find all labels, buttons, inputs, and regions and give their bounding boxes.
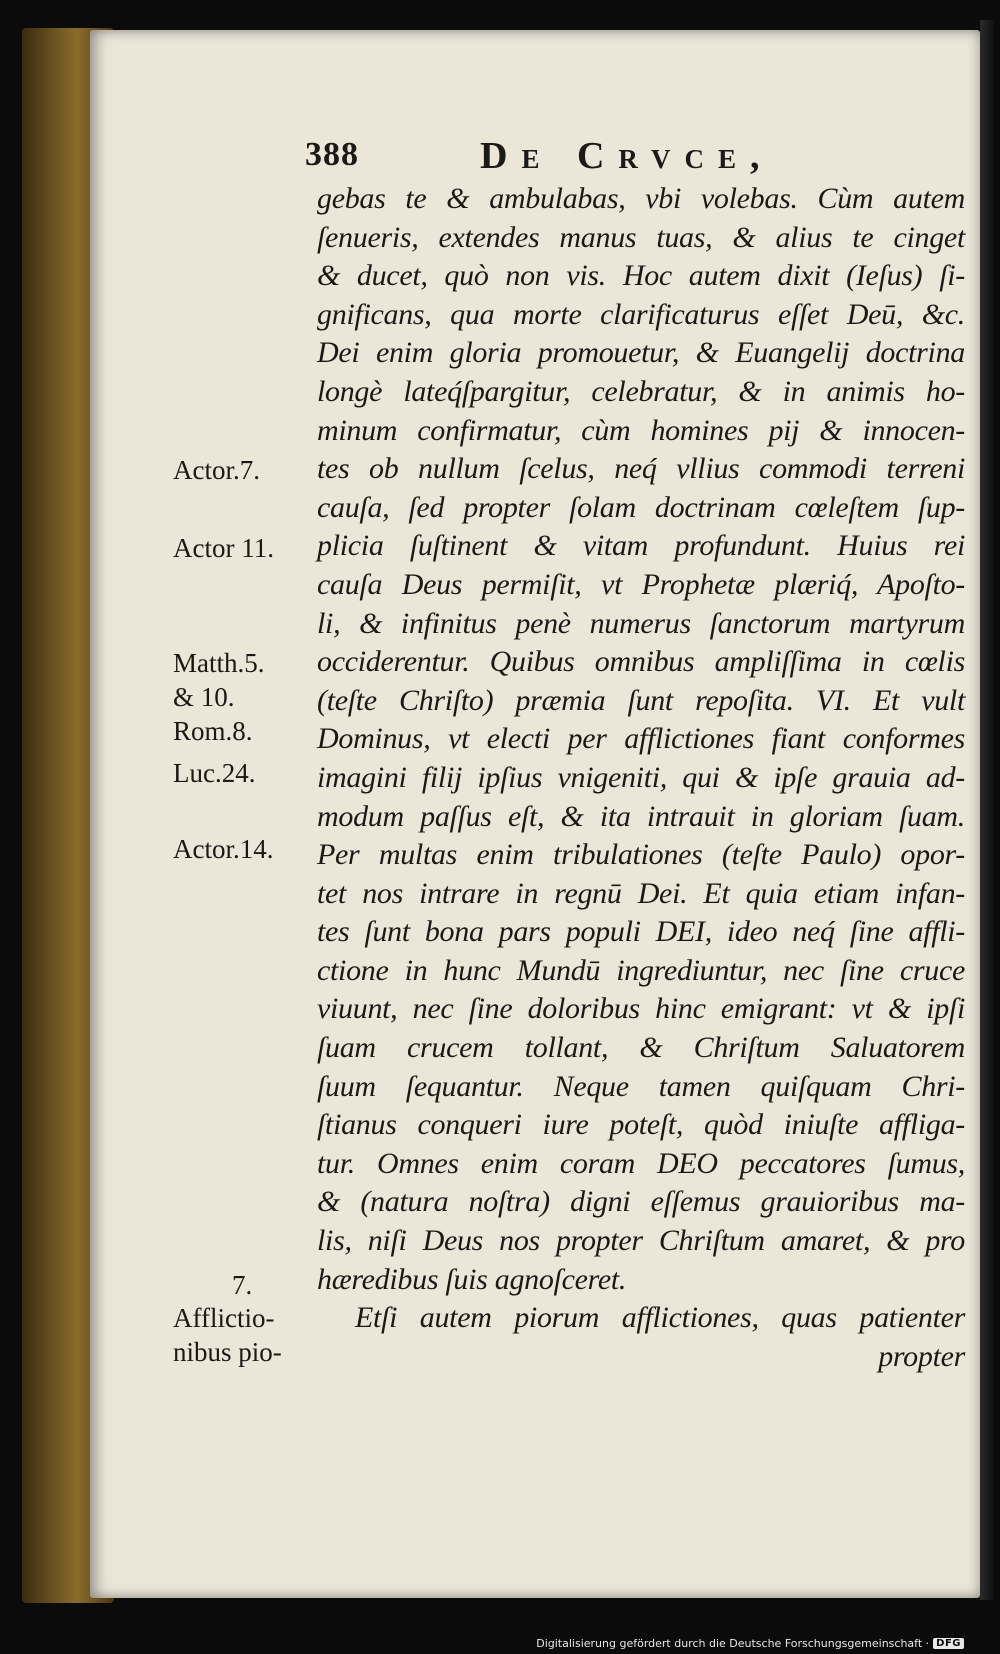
margin-note: 7.	[232, 1270, 253, 1300]
text-line: tes ob nullum ſcelus, neq́ vllius commodi terreni	[317, 452, 965, 486]
dfg-logo: DFG	[933, 1638, 964, 1649]
text-line: cauſa Deus permiſit, vt Prophetæ plæriq́, Apoſto-	[317, 567, 965, 601]
margin-note: Actor.14.	[173, 834, 274, 864]
text-line: ſenueris, extendes manus tuas, & alius te cinget	[317, 220, 965, 254]
margin-note: Actor 11.	[173, 533, 274, 563]
text-line: (teſte Chriſto) præmia ſunt repoſita. VI. Et vult	[317, 683, 965, 717]
text-line: cauſa, ſed propter ſolam doctrinam cœleſtem ſup-	[317, 490, 965, 524]
margin-note: Actor.7.	[173, 455, 260, 485]
catchword: propter	[878, 1339, 965, 1373]
margin-note: Afflictio-	[173, 1303, 275, 1333]
text-line: occiderentur. Quibus omnibus ampliſſima in cœlis	[317, 645, 965, 679]
scan-right-border	[980, 20, 994, 1600]
text-line: li, & infinitus penè numerus ſanctorum martyrum	[317, 606, 965, 640]
text-line: Per multas enim tribulationes (teſte Paulo) opor-	[317, 838, 965, 872]
text-line: viuunt, nec ſine doloribus hinc emigrant: vt & ipſi	[317, 992, 965, 1026]
text-line: tes ſunt bona pars populi DEI, ideo neq́ ſine affli-	[317, 915, 965, 949]
text-line: ſuum ſequantur. Neque tamen quiſquam Chri-	[317, 1069, 965, 1103]
text-line: minum confirmatur, cùm homines pij & innocen-	[317, 413, 965, 447]
text-line: imagini filij ipſius vnigeniti, qui & ipſe grauia ad-	[317, 760, 965, 794]
text-line: ſuam crucem tollant, & Chriſtum Saluatorem	[317, 1031, 965, 1065]
margin-note: Luc.24.	[173, 758, 256, 788]
text-line: ſtianus conqueri iure poteſt, quòd iniuſte affliga-	[317, 1108, 965, 1142]
digitization-credit	[536, 1637, 964, 1650]
running-head	[305, 126, 960, 176]
text-line: gebas te & ambulabas, vbi volebas. Cùm autem	[317, 182, 965, 215]
running-title: De Crvce,	[480, 135, 774, 177]
text-line: plicia ſuſtinent & vitam profundunt. Huius rei	[317, 529, 965, 563]
margin-note: Rom.8.	[173, 716, 253, 746]
text-line: ctione in hunc Mundū ingrediuntur, nec ſine cruce	[317, 953, 965, 987]
credit-text: Digitalisierung gefördert durch die Deutsche Forschungsgemeinschaft ·	[536, 1637, 930, 1650]
text-line: & ducet, quò non vis. Hoc autem dixit (Ieſus) ſi-	[317, 259, 965, 293]
body-text	[317, 180, 965, 1376]
text-line: lis, niſi Deus nos propter Chriſtum amaret, & pro	[317, 1224, 965, 1258]
page-number: 388	[305, 136, 359, 173]
text-line: tet nos intrare in regnū Dei. Et quia etiam infan-	[317, 876, 965, 910]
margin-note: nibus pio-	[173, 1337, 282, 1367]
text-line: gnificans, qua morte clarificaturus eſſet Deū, &c.	[317, 297, 965, 331]
text-line: Dei enim gloria promouetur, & Euangelij doctrina	[317, 336, 965, 370]
text-line: tur. Omnes enim coram DEO peccatores ſumus,	[317, 1146, 965, 1180]
text-line: longè lateq́ſpargitur, celebratur, & in animis ho-	[317, 374, 965, 408]
margin-note: Matth.5.	[173, 648, 265, 678]
margin-note: & 10.	[173, 682, 235, 712]
text-line: modum paſſus eſt, & ita intrauit in gloriam ſuam.	[317, 799, 965, 833]
text-line: & (natura noſtra) digni eſſemus grauioribus ma-	[317, 1185, 965, 1219]
text-line: Dominus, vt electi per afflictiones fiant conformes	[317, 722, 965, 756]
text-line: hæredibus ſuis agnoſceret.	[317, 1262, 627, 1296]
text-line: Etſi autem piorum afflictiones, quas patienter	[355, 1301, 965, 1335]
